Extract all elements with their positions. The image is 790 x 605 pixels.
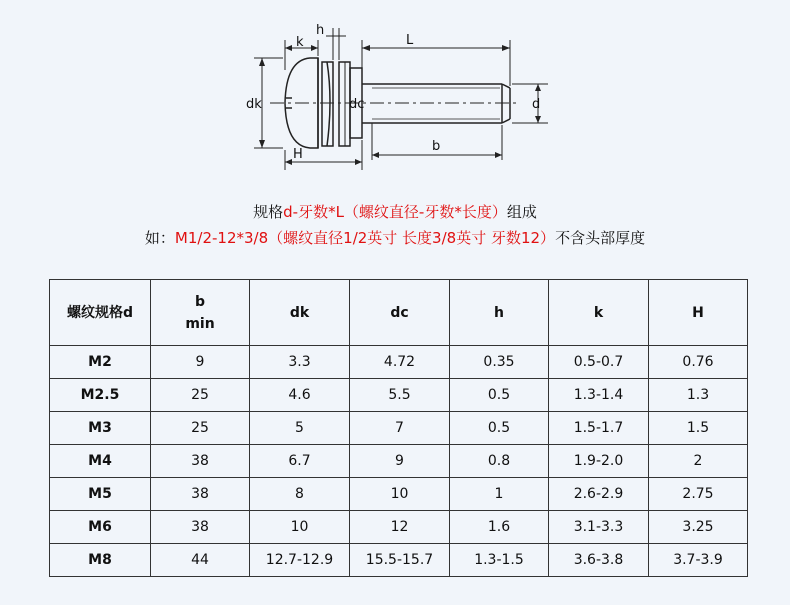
cell-dc: 9 [350,445,450,478]
cell-h: 0.35 [450,346,549,379]
cell-h: 1.6 [450,511,549,544]
caption-line1-red: d-牙数*L（螺纹直径-牙数*长度） [283,203,507,221]
table-row [50,445,748,478]
screw-spec-table [49,279,748,577]
table-row [50,346,748,379]
table-body [50,346,748,577]
cell-dc: 12 [350,511,450,544]
table-row [50,544,748,577]
cell-H: 2 [649,445,748,478]
cell-k: 3.1-3.3 [549,511,649,544]
cell-thread-spec: M8 [50,544,151,577]
cell-dc: 4.72 [350,346,450,379]
cell-dc: 15.5-15.7 [350,544,450,577]
table-row [50,478,748,511]
label-d: d [532,97,541,112]
header-dk: dk [250,280,350,346]
cell-dc: 7 [350,412,450,445]
header-H: H [649,280,748,346]
caption-line1-prefix: 规格 [253,203,284,221]
caption-example [0,227,790,248]
caption-line2-prefix: 如： [144,229,175,247]
label-h: h [316,23,325,38]
screw-dimension-diagram [0,0,790,185]
cell-thread-spec: M4 [50,445,151,478]
header-dc: dc [350,280,450,346]
label-b: b [432,139,441,154]
caption-line1-suffix: 组成 [506,203,537,221]
cell-thread-spec: M2.5 [50,379,151,412]
cell-dk: 4.6 [250,379,350,412]
cell-k: 2.6-2.9 [549,478,649,511]
cell-k: 1.9-2.0 [549,445,649,478]
cell-h: 1.3-1.5 [450,544,549,577]
cell-b-min: 38 [151,511,250,544]
cell-dk: 8 [250,478,350,511]
cell-b-min: 38 [151,478,250,511]
label-dk: dk [246,97,262,112]
cell-H: 1.5 [649,412,748,445]
cell-H: 0.76 [649,346,748,379]
cell-h: 0.8 [450,445,549,478]
cell-b-min: 25 [151,379,250,412]
cell-H: 1.3 [649,379,748,412]
header-b-min-text [151,291,249,335]
cell-b-min: 38 [151,445,250,478]
label-L: L [406,33,414,48]
caption-line2-red: M1/2-12*3/8（螺纹直径1/2英寸 长度3/8英寸 牙数12） [174,229,556,247]
header-b-min-line: min [185,315,215,332]
cell-k: 1.3-1.4 [549,379,649,412]
cell-b-min: 25 [151,412,250,445]
label-dc: dc [349,97,365,112]
cell-thread-spec: M3 [50,412,151,445]
cell-H: 3.25 [649,511,748,544]
header-thread-spec: 螺纹规格d [50,280,151,346]
cell-b-min: 44 [151,544,250,577]
table-row [50,412,748,445]
cell-dk: 10 [250,511,350,544]
caption-line2-suffix: 不含头部厚度 [555,229,646,247]
header-h: h [450,280,549,346]
cell-dc: 5.5 [350,379,450,412]
cell-k: 0.5-0.7 [549,346,649,379]
caption-spec-format [0,201,790,222]
cell-H: 2.75 [649,478,748,511]
cell-dk: 3.3 [250,346,350,379]
cell-dk: 12.7-12.9 [250,544,350,577]
cell-dk: 6.7 [250,445,350,478]
header-b-min [151,280,250,346]
cell-b-min: 9 [151,346,250,379]
table-row [50,511,748,544]
cell-h: 1 [450,478,549,511]
table-header-row [50,280,748,346]
label-k: k [296,35,304,50]
cell-k: 1.5-1.7 [549,412,649,445]
cell-h: 0.5 [450,379,549,412]
table-row [50,379,748,412]
header-k: k [549,280,649,346]
cell-thread-spec: M6 [50,511,151,544]
cell-thread-spec: M5 [50,478,151,511]
label-H: H [293,147,303,162]
cell-thread-spec: M2 [50,346,151,379]
header-b-min-line: b [194,293,206,310]
cell-dk: 5 [250,412,350,445]
cell-k: 3.6-3.8 [549,544,649,577]
cell-dc: 10 [350,478,450,511]
cell-H: 3.7-3.9 [649,544,748,577]
cell-h: 0.5 [450,412,549,445]
